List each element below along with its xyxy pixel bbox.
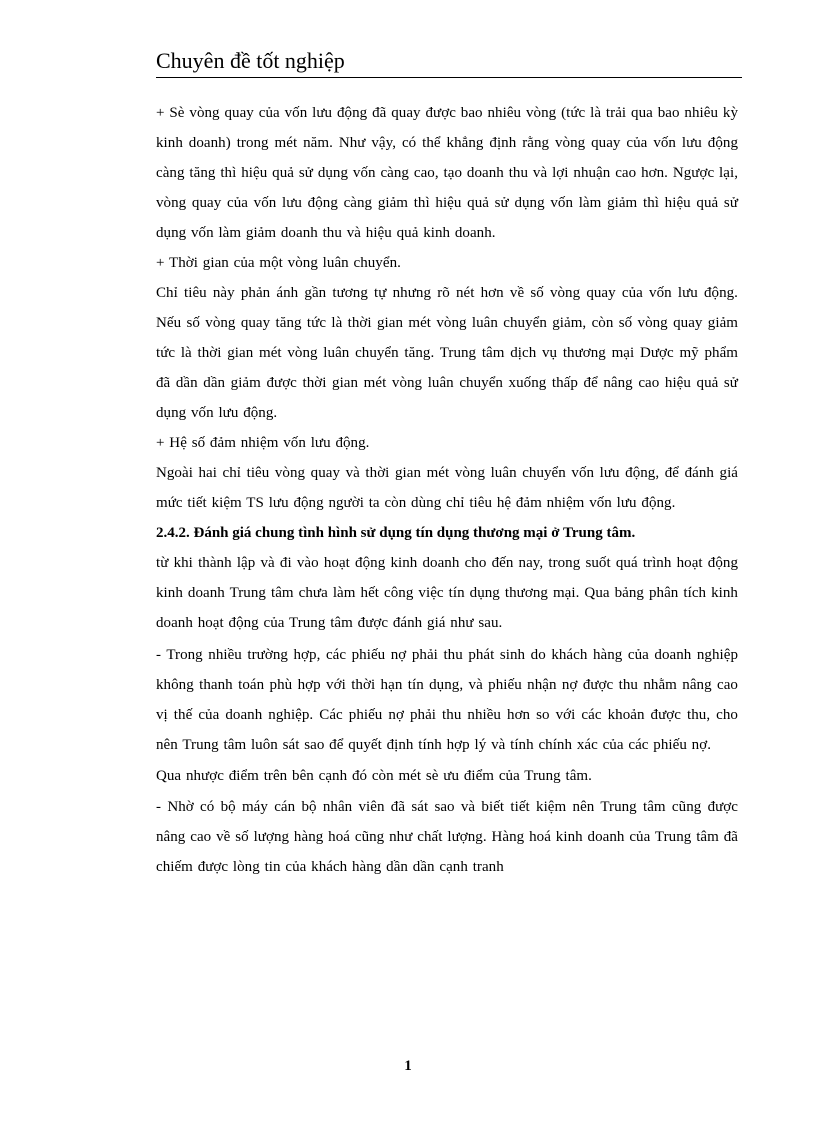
- section-heading: 2.4.2. Đánh giá chung tình hình sử dụng tín dụng thương mại ở Trung tâm.: [156, 525, 636, 541]
- paragraph-coefficient: Ngoài hai chỉ tiêu vòng quay và thời gian mét vòng luân chuyển vốn lưu động, để đánh giá mức tiết kiệm TS lưu động người ta còn dùng chỉ tiêu hệ đảm nhiệm vốn lưu động.: [156, 465, 738, 511]
- paragraph-overview: từ khi thành lập và đi vào hoạt động kinh doanh cho đến nay, trong suốt quá trình hoạt động kinh doanh Trung tâm chưa làm hết công việc tín dụng thương mại. Qua bảng phân tích kinh doanh hoạt động của Trung tâm được đánh giá như sau.: [156, 555, 738, 631]
- paragraph-turnover: + Sè vòng quay của vốn lưu động đã quay được bao nhiêu vòng (tức là trải qua bao nhiêu kỳ kinh doanh) trong mét năm. Như vậy, có thể khẳng định rằng vòng quay của vốn lưu động càng tăng thì hiệu quả sử dụng vốn càng cao, tạo doanh thu và lợi nhuận cao hơn. Ngược lại, vòng quay của vốn lưu động càng giảm thì hiệu quả sử dụng vốn làm giảm thì hiệu quả sử dụng vốn làm giảm doanh thu và hiệu quả kinh doanh.: [156, 105, 738, 241]
- page-number: 1: [404, 1058, 412, 1074]
- document-body: [156, 98, 738, 882]
- paragraph-receivables: - Trong nhiều trường hợp, các phiếu nợ phải thu phát sinh do khách hàng của doanh nghiệp không thanh toán phù hợp với thời hạn tín dụng, và phiếu nhận nợ được thu nhằm nâng cao vị thế của doanh nghiệp. Các phiếu nợ phải thu nhiều hơn so với các khoản được thu, cho nên Trung tâm luôn sát sao để quyết định tính hợp lý và tính chính xác của các phiếu nợ.: [156, 647, 738, 753]
- paragraph-cycle-time: Chỉ tiêu này phản ánh gần tương tự nhưng rõ nét hơn về số vòng quay của vốn lưu động. Nếu số vòng quay tăng tức là thời gian mét vòng luân chuyển giảm, còn số vòng quay giảm tức là thời gian mét vòng luân chuyển tăng. Trung tâm dịch vụ thương mại Dược mỹ phẩm đã dần dần giảm được thời gian mét vòng luân chuyển xuống thấp để nâng cao hiệu quả sử dụng vốn lưu động.: [156, 285, 738, 421]
- paragraph-advantages-intro: Qua nhược điểm trên bên cạnh đó còn mét sè ưu điểm của Trung tâm.: [156, 768, 592, 784]
- paragraph-advantages: - Nhờ có bộ máy cán bộ nhân viên đã sát sao và biết tiết kiệm nên Trung tâm cũng được nâng cao về số lượng hàng hoá cũng như chất lượng. Hàng hoá kinh doanh của Trung tâm đã chiếm được lòng tin của khách hàng dần dần cạnh tranh: [156, 799, 738, 875]
- paragraph-cycle-time-heading: + Thời gian của một vòng luân chuyển.: [156, 255, 401, 271]
- page-header-title: Chuyên đề tốt nghiệp: [156, 48, 345, 73]
- header-divider: [156, 77, 742, 78]
- paragraph-coefficient-heading: + Hệ số đảm nhiệm vốn lưu động.: [156, 435, 370, 451]
